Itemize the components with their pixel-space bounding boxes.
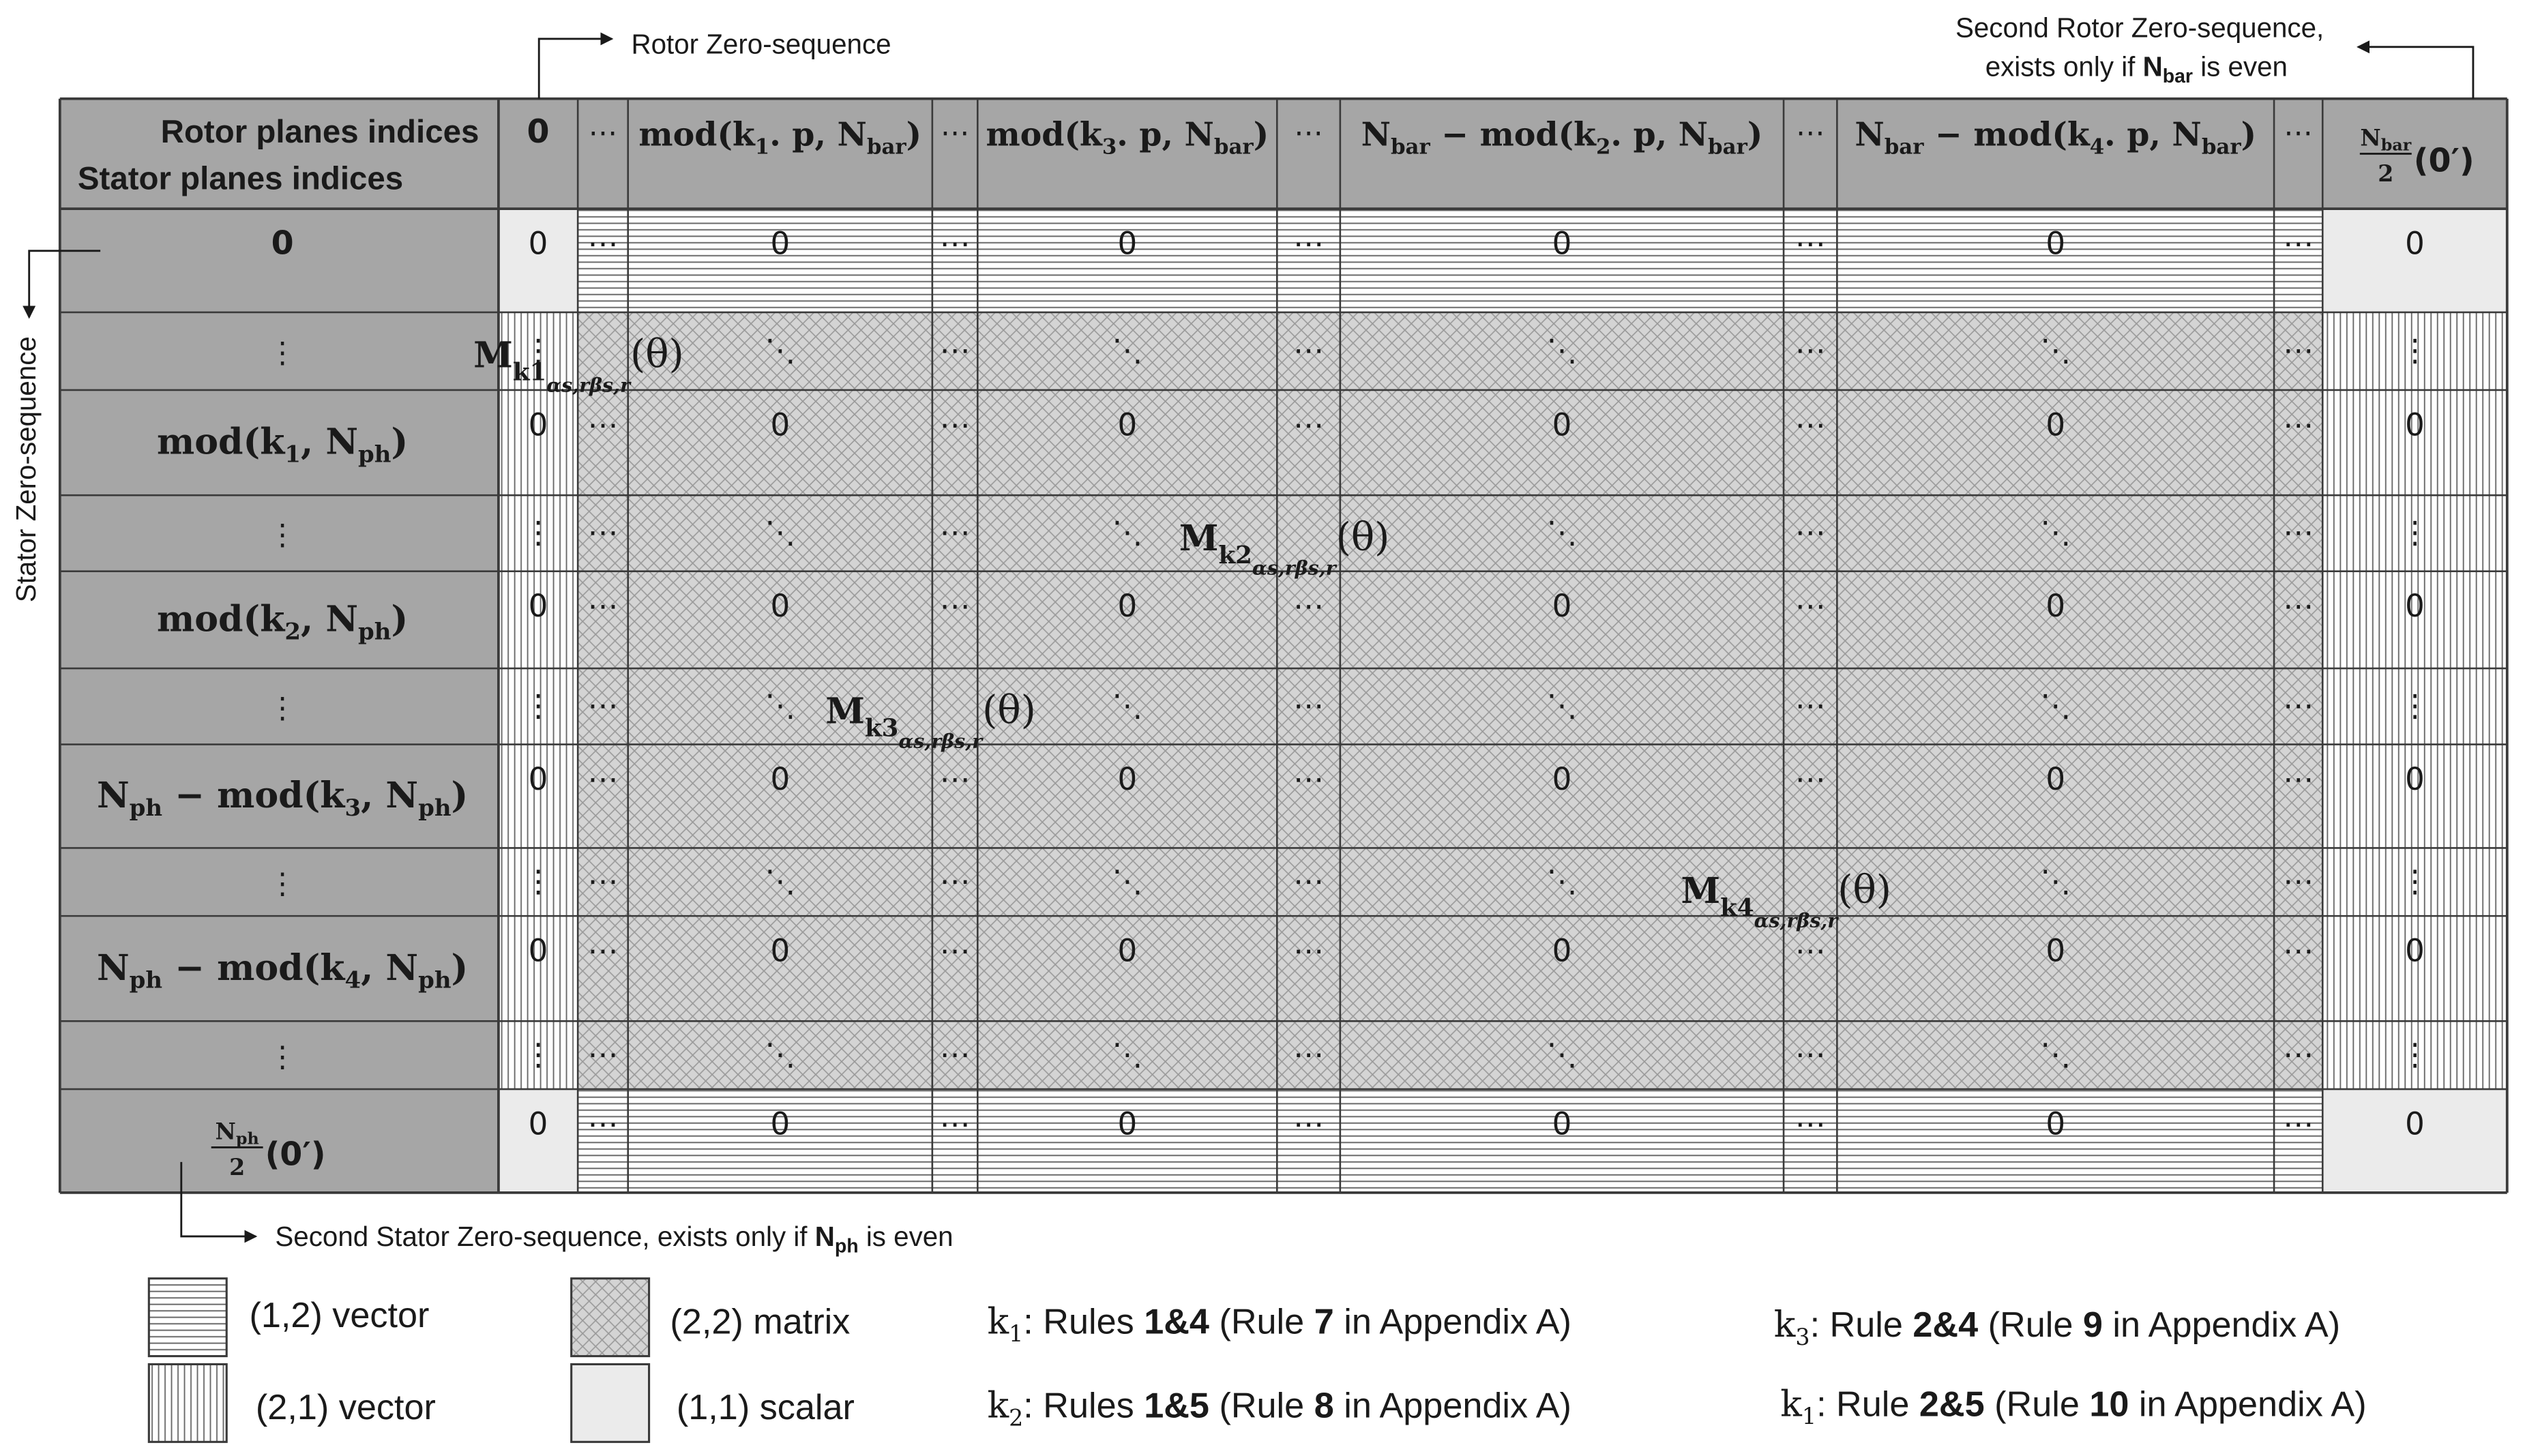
cell-r8-c1: ⋮ (522, 863, 554, 900)
cell-r3-c3: 0 (770, 406, 791, 443)
legend-rule-2: $k_2$: Rules 1&5 (Rule 8 in Appendix A) (987, 1385, 1571, 1431)
cell-r4-c6-matrix-entry: $M_{k2\alpha s,r\beta s,r}(\theta)$ (1179, 514, 1390, 580)
col-header-9: $N_{bar} - mod(k_4$. p, $N_{bar}$) (1855, 115, 2257, 160)
cell-r11-c2: ⋯ (587, 1105, 619, 1142)
cell-r5-c6: ⋯ (1293, 588, 1325, 625)
cell-r5-c4: ⋯ (939, 588, 971, 625)
cell-r7-c4: ⋯ (939, 761, 971, 798)
cell-r3-c4: ⋯ (939, 406, 971, 443)
cell-r1-c7: 0 (1552, 225, 1572, 262)
legend-scalar-swatch (572, 1364, 649, 1442)
cell-bg-r8-c8 (1784, 848, 1837, 916)
cell-r5-c9: 0 (2046, 588, 2066, 625)
cell-r10-c10: ⋯ (2283, 1036, 2314, 1073)
cell-r2-c11: ⋮ (2399, 332, 2431, 369)
cell-r5-c10: ⋯ (2283, 588, 2314, 625)
cell-r5-c5: 0 (1117, 588, 1138, 625)
cell-r3-c1: 0 (528, 406, 548, 443)
legend-hvector-label: (1,2) vector (249, 1295, 430, 1335)
legend-rule-4: $k_1$: Rule 2&5 (Rule 10 in Appendix A) (1780, 1384, 2367, 1430)
cell-r3-c10: ⋯ (2283, 406, 2314, 443)
row-label-5: $mod(k_2$, $N_{ph}$) (157, 598, 409, 646)
cell-r6-c4-matrix-entry: $M_{k3\alpha s,r\beta s,r}(\theta)$ (825, 687, 1036, 753)
legend-matrix-label: (2,2) matrix (670, 1302, 851, 1342)
col-header-2: ⋯ (588, 115, 618, 150)
cell-r4-c2: ⋯ (587, 514, 619, 551)
rotor-planes-label: Rotor planes indices (160, 113, 479, 150)
cell-r9-c11: 0 (2405, 932, 2425, 969)
cell-r6-c7: ⋱ (1546, 687, 1578, 724)
cell-r1-c3: 0 (770, 225, 791, 262)
cell-r2-c5: ⋱ (1112, 332, 1143, 369)
cell-r9-c2: ⋯ (587, 932, 619, 969)
cell-r8-c7: ⋱ (1546, 863, 1578, 900)
cell-r9-c8: ⋯ (1795, 932, 1826, 969)
row-label-2: ⋮ (267, 336, 297, 370)
cell-r6-c11: ⋮ (2399, 687, 2431, 724)
row-label-11-denominator: 2 (229, 1153, 246, 1180)
cell-r8-c10: ⋯ (2283, 863, 2314, 900)
cell-r5-c1: 0 (528, 588, 548, 625)
cell-r8-c2: ⋯ (587, 863, 619, 900)
second-stator-label: Second Stator Zero-sequence, exists only if $N_{ph}$ is even (275, 1221, 954, 1258)
cell-r9-c6: ⋯ (1293, 932, 1325, 969)
cell-r6-c8: ⋯ (1795, 687, 1826, 724)
row-label-11-label: (0′) (265, 1135, 326, 1174)
col-header-6: ⋯ (1294, 115, 1323, 150)
cell-r4-c1: ⋮ (522, 514, 554, 551)
cell-r10-c7: ⋱ (1546, 1036, 1578, 1073)
legend-scalar-label: (1,1) scalar (676, 1388, 855, 1428)
stator-zero-seq-label: Stator Zero-sequence (10, 336, 42, 603)
cell-r5-c7: 0 (1552, 588, 1572, 625)
cell-r3-c7: 0 (1552, 406, 1572, 443)
cell-r3-c8: ⋯ (1795, 406, 1826, 443)
row-label-8: ⋮ (267, 866, 297, 901)
cell-r1-c1: 0 (528, 225, 548, 262)
cell-r7-c8: ⋯ (1795, 761, 1826, 798)
col-header-11-label: (0′) (2413, 142, 2475, 180)
cell-r3-c9: 0 (2046, 406, 2066, 443)
cell-r1-c11: 0 (2405, 225, 2425, 262)
cell-r5-c3: 0 (770, 588, 791, 625)
cell-r1-c5: 0 (1117, 225, 1138, 262)
cell-r4-c3: ⋱ (765, 514, 796, 551)
cell-r11-c8: ⋯ (1795, 1105, 1826, 1142)
second-rotor-line2: exists only if $N_{bar}$ is even (1985, 50, 2288, 88)
cell-r5-c8: ⋯ (1795, 588, 1826, 625)
cell-r9-c4: ⋯ (939, 932, 971, 969)
cell-r9-c9: 0 (2046, 932, 2066, 969)
cell-r7-c2: ⋯ (587, 761, 619, 798)
cell-r11-c3: 0 (770, 1105, 791, 1142)
second-rotor-arrow (2358, 47, 2472, 99)
cell-r6-c9: ⋱ (2040, 687, 2071, 724)
col-header-11-numerator: $N_{bar}$ (2360, 124, 2412, 155)
cell-r6-c3: ⋱ (765, 687, 796, 724)
cell-r9-c5: 0 (1117, 932, 1138, 969)
cell-r10-c3: ⋱ (765, 1036, 796, 1073)
cell-r11-c10: ⋯ (2283, 1105, 2314, 1142)
col-header-4: ⋯ (940, 115, 970, 150)
col-header-10: ⋯ (2284, 115, 2314, 150)
cell-r9-c3: 0 (770, 932, 791, 969)
cell-r8-c6: ⋯ (1293, 863, 1325, 900)
cell-r7-c7: 0 (1552, 761, 1572, 798)
second-rotor-line1: Second Rotor Zero-sequence, (1955, 12, 2324, 44)
cell-r1-c4: ⋯ (939, 225, 971, 262)
stator-planes-label: Stator planes indices (77, 160, 404, 197)
cell-r6-c2: ⋯ (587, 687, 619, 724)
cell-r2-c1: ⋮ (522, 332, 554, 369)
cell-r8-c8-matrix-entry: $M_{k4\alpha s,r\beta s,r}(\theta)$ (1681, 867, 1891, 932)
cell-r4-c7: ⋱ (1546, 514, 1578, 551)
matrix-grid (60, 99, 2507, 1193)
cell-r1-c8: ⋯ (1795, 225, 1826, 262)
cell-r7-c9: 0 (2046, 761, 2066, 798)
cell-r4-c9: ⋱ (2040, 514, 2071, 551)
row-label-4: ⋮ (267, 518, 297, 552)
cell-r10-c11: ⋮ (2399, 1036, 2431, 1073)
row-label-10: ⋮ (267, 1039, 297, 1074)
cell-r10-c4: ⋯ (939, 1036, 971, 1073)
cell-r10-c5: ⋱ (1112, 1036, 1143, 1073)
cell-r11-c1: 0 (528, 1105, 548, 1142)
cell-r6-c6: ⋯ (1293, 687, 1325, 724)
cell-r11-c7: 0 (1552, 1105, 1572, 1142)
legend-rule-1: $k_1$: Rules 1&4 (Rule 7 in Appendix A) (987, 1301, 1571, 1348)
col-header-11-denominator: 2 (2378, 160, 2394, 187)
legend-vvector-swatch (149, 1364, 226, 1442)
col-header-3: $mod(k_1$. p, $N_{bar}$) (638, 115, 922, 160)
cell-r1-c2: ⋯ (587, 225, 619, 262)
legend-matrix-swatch (572, 1279, 649, 1356)
cell-r8-c9: ⋱ (2040, 863, 2071, 900)
legend-hvector-swatch (149, 1279, 226, 1356)
cell-r4-c4: ⋯ (939, 514, 971, 551)
legend-vvector-label: (2,1) vector (255, 1388, 436, 1428)
cell-r10-c2: ⋯ (587, 1036, 619, 1073)
cell-r9-c7: 0 (1552, 932, 1572, 969)
cell-r8-c11: ⋮ (2399, 863, 2431, 900)
row-label-7: $N_{ph} - mod(k_3$, $N_{ph}$) (96, 775, 469, 822)
cell-r1-c10: ⋯ (2283, 225, 2314, 262)
legend (149, 1279, 2366, 1442)
cell-r2-c9: ⋱ (2040, 332, 2071, 369)
cell-r4-c8: ⋯ (1795, 514, 1826, 551)
cell-r2-c8: ⋯ (1795, 332, 1826, 369)
cell-r6-c10: ⋯ (2283, 687, 2314, 724)
cell-r11-c11: 0 (2405, 1105, 2425, 1142)
cell-r8-c3: ⋱ (765, 863, 796, 900)
cell-r11-c6: ⋯ (1293, 1105, 1325, 1142)
cell-r5-c2: ⋯ (587, 588, 619, 625)
cell-r2-c6: ⋯ (1293, 332, 1325, 369)
cell-r2-c10: ⋯ (2283, 332, 2314, 369)
cell-r11-c9: 0 (2046, 1105, 2066, 1142)
cell-r2-c3: ⋱ (765, 332, 796, 369)
cell-r6-c1: ⋮ (522, 687, 554, 724)
cell-r9-c1: 0 (528, 932, 548, 969)
col-header-7: $N_{bar} - mod(k_2$. p, $N_{bar}$) (1361, 115, 1763, 160)
cell-r7-c1: 0 (528, 761, 548, 798)
cell-r6-c5: ⋱ (1112, 687, 1143, 724)
cell-r2-c7: ⋱ (1546, 332, 1578, 369)
legend-rule-3: $k_3$: Rule 2&4 (Rule 9 in Appendix A) (1773, 1305, 2341, 1350)
row-label-9: $N_{ph} - mod(k_4$, $N_{ph}$) (96, 947, 469, 994)
cell-r7-c10: ⋯ (2283, 761, 2314, 798)
cell-r10-c6: ⋯ (1293, 1036, 1325, 1073)
col-header-1: 0 (527, 113, 550, 151)
cell-r4-c10: ⋯ (2283, 514, 2314, 551)
cell-r8-c4: ⋯ (939, 863, 971, 900)
rotor-zero-seq-arrow (539, 39, 612, 99)
cell-r1-c9: 0 (2046, 225, 2066, 262)
row-label-3: $mod(k_1$, $N_{ph}$) (157, 421, 409, 469)
row-label-1: 0 (271, 224, 294, 263)
cell-r3-c2: ⋯ (587, 406, 619, 443)
cell-r7-c11: 0 (2405, 761, 2425, 798)
cell-r10-c9: ⋱ (2040, 1036, 2071, 1073)
cell-r11-c4: ⋯ (939, 1105, 971, 1142)
col-header-5: $mod(k_3$. p, $N_{bar}$) (986, 115, 1269, 160)
cell-r7-c5: 0 (1117, 761, 1138, 798)
cell-r11-c5: 0 (1117, 1105, 1138, 1142)
cell-r2-c4: ⋯ (939, 332, 971, 369)
col-header-8: ⋯ (1795, 115, 1825, 150)
cell-r4-c11: ⋮ (2399, 514, 2431, 551)
cell-r7-c6: ⋯ (1293, 761, 1325, 798)
cell-r2-c2-matrix-entry: $M_{k1\alpha s,r\beta s,r}(\theta)$ (473, 331, 684, 397)
cell-r9-c10: ⋯ (2283, 932, 2314, 969)
cell-r3-c5: 0 (1117, 406, 1138, 443)
row-label-11-numerator: $N_{ph}$ (215, 1118, 259, 1148)
cell-r3-c6: ⋯ (1293, 406, 1325, 443)
cell-r7-c3: 0 (770, 761, 791, 798)
cell-r3-c11: 0 (2405, 406, 2425, 443)
row-label-6: ⋮ (267, 691, 297, 726)
cell-r10-c8: ⋯ (1795, 1036, 1826, 1073)
cell-r10-c1: ⋮ (522, 1036, 554, 1073)
rotor-zero-seq-label: Rotor Zero-sequence (631, 28, 891, 60)
cell-r5-c11: 0 (2405, 588, 2425, 625)
cell-r1-c6: ⋯ (1293, 225, 1325, 262)
cell-r4-c5: ⋱ (1112, 514, 1143, 551)
cell-r8-c5: ⋱ (1112, 863, 1143, 900)
